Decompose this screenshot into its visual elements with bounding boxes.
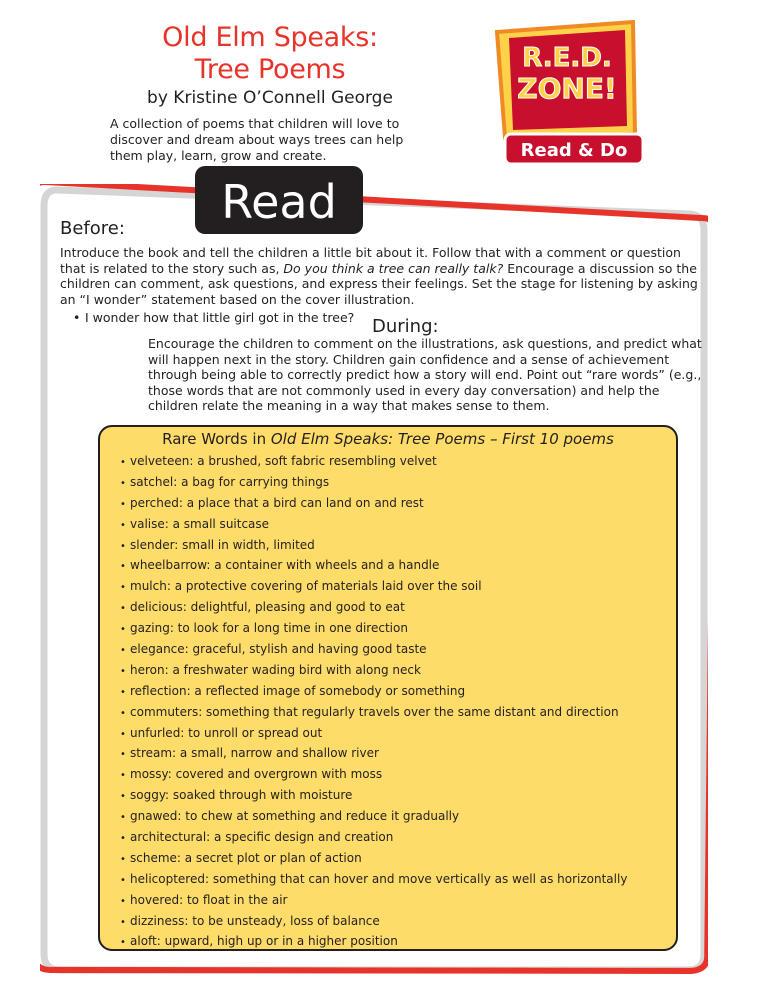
rare-word-item: • satchel: a bag for carrying things <box>120 472 627 493</box>
logo-red-text: R.E.D. <box>522 43 612 73</box>
rare-word-item: • aloft: upward, high up or in a higher position <box>120 931 627 952</box>
rare-word-item: • commuters: something that regularly travels over the same distant and direction <box>120 702 627 723</box>
rare-word-item: • stream: a small, narrow and shallow river <box>120 743 627 764</box>
red-zone-logo <box>485 18 645 168</box>
rare-words-box <box>98 425 678 951</box>
book-summary: A collection of poems that children will love to discover and dream about ways trees can help them play, learn, grow and create. <box>110 116 404 163</box>
rare-word-item: • slender: small in width, limited <box>120 535 627 556</box>
rare-word-item: • helicoptered: something that can hover and move vertically as well as horizontally <box>120 869 627 890</box>
book-title <box>100 22 440 86</box>
rare-word-item: • mulch: a protective covering of materials laid over the soil <box>120 576 627 597</box>
rare-word-item: • architectural: a specific design and creation <box>120 827 627 848</box>
title-line-1: Old Elm Speaks: <box>162 22 378 53</box>
rare-word-item: • dizziness: to be unsteady, loss of balance <box>120 911 627 932</box>
wonder-bullet: • I wonder how that little girl got in the tree? <box>73 310 354 325</box>
rare-word-item: • scheme: a secret plot or plan of action <box>120 848 627 869</box>
rare-words-heading: Rare Words in Old Elm Speaks: Tree Poems – First 10 poems <box>162 430 614 448</box>
rare-word-item: • unfurled: to unroll or spread out <box>120 723 627 744</box>
rare-words-list <box>120 451 627 952</box>
rare-word-item: • perched: a place that a bird can land on and rest <box>120 493 627 514</box>
rare-word-item: • soggy: soaked through with moisture <box>120 785 627 806</box>
logo-read-do-text: Read & Do <box>520 140 628 161</box>
title-line-2: Tree Poems <box>194 54 346 85</box>
before-paragraph: Introduce the book and tell the children a little bit about it. Follow that with a comment or question that is related to the story such as, Do you think a tree can really talk? Encourage a discussion so the children can comment, ask questions, and express their feelings. Set the stage for listening by asking an “I wonder” statement based on the cover illustration. <box>60 245 698 307</box>
rare-word-item: • hovered: to float in the air <box>120 890 627 911</box>
rare-word-item: • elegance: graceful, stylish and having good taste <box>120 639 627 660</box>
during-paragraph: Encourage the children to comment on the illustrations, ask questions, and predict what will happen next in the story. Children gain confidence and a sense of achievement through being able to correctly predict how a story will end. Point out “rare words” (e.g., those words that are not commonly used in every day conversation) and help the children relate the meaning in a way that makes sense to them. <box>148 336 702 413</box>
rare-word-item: • valise: a small suitcase <box>120 514 627 535</box>
rare-word-item: • velveteen: a brushed, soft fabric resembling velvet <box>120 451 627 472</box>
rare-word-item: • wheelbarrow: a container with wheels and a handle <box>120 555 627 576</box>
rare-word-item: • delicious: delightful, pleasing and good to eat <box>120 597 627 618</box>
book-author: by Kristine O’Connell George <box>147 88 393 108</box>
rare-word-item: • gnawed: to chew at something and reduce it gradually <box>120 806 627 827</box>
rare-word-item: • gazing: to look for a long time in one direction <box>120 618 627 639</box>
read-tab: Read <box>195 166 363 234</box>
rare-word-item: • heron: a freshwater wading bird with along neck <box>120 660 627 681</box>
logo-zone-text: ZONE! <box>517 72 617 105</box>
during-heading: During: <box>372 316 439 337</box>
before-heading: Before: <box>60 218 125 239</box>
rare-word-item: • mossy: covered and overgrown with moss <box>120 764 627 785</box>
rare-word-item: • reflection: a reflected image of somebody or something <box>120 681 627 702</box>
